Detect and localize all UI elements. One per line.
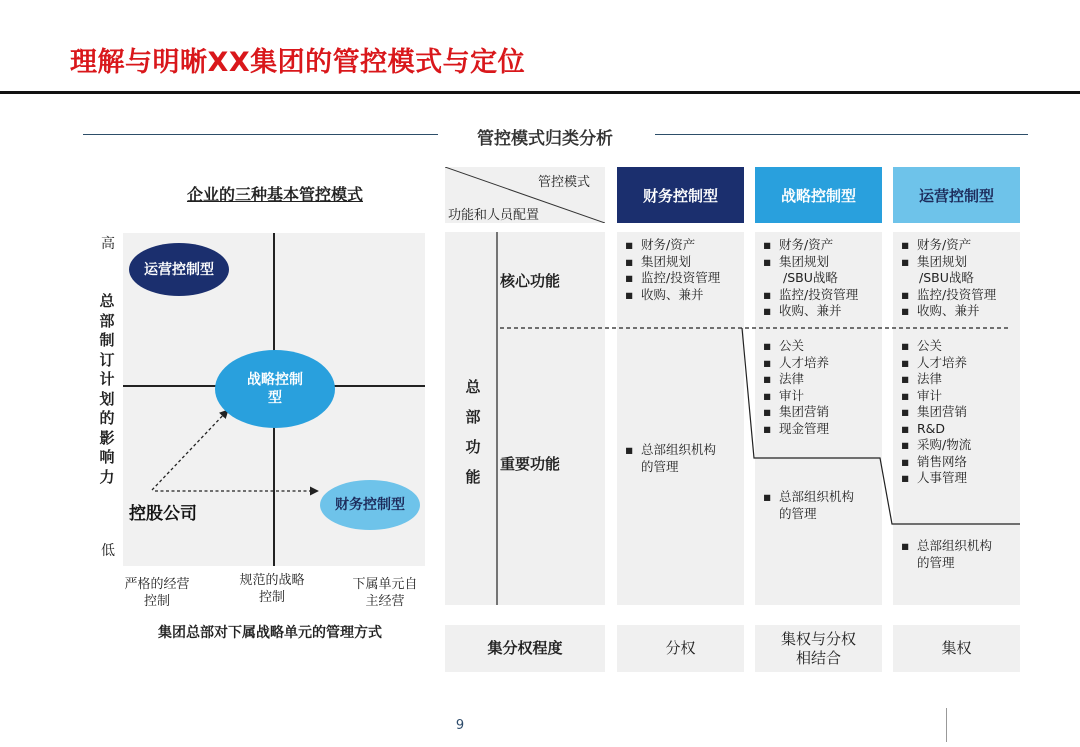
- list-item: ▪ 总部组织机构 的管理: [901, 538, 993, 570]
- list-item: ▪ 人才培养: [763, 354, 830, 370]
- list-item: ▪ 财务/资产: [901, 237, 972, 252]
- list-item: ▪ 财务/资产: [625, 237, 696, 252]
- row-label-important: 重要功能: [500, 455, 561, 473]
- column-header-strategic: 战略控制型: [755, 167, 882, 223]
- list-item: ▪ 现金管理: [763, 420, 830, 436]
- operational-core-list: [897, 237, 1019, 320]
- x-axis-caption: 集团总部对下属战略单元的管理方式: [158, 625, 382, 641]
- degree-strategic: 集权与分权 相结合: [755, 625, 882, 672]
- list-item: ▪ 人才培养: [901, 354, 968, 370]
- quadrant-title: 企业的三种基本管控模式: [186, 185, 363, 204]
- list-item: ▪ 法律: [763, 371, 805, 386]
- x-tick-autonomous: 下属单元自 主经营: [352, 577, 418, 609]
- list-item: ▪ R&D: [901, 420, 946, 436]
- list-item: ▪ 采购/物流: [901, 437, 972, 452]
- financial-org-mgmt: [621, 442, 743, 475]
- list-item: ▪ 集团规划: [625, 253, 692, 269]
- x-tick-strict: 严格的经营 控制: [124, 577, 190, 609]
- list-item: ▪ 集团规划: [901, 253, 968, 269]
- degree-financial: 分权: [617, 625, 744, 672]
- strategic-org-mgmt: [759, 489, 881, 522]
- financial-core-list: [621, 237, 743, 303]
- financial-control-label: 财务控制型: [335, 497, 405, 513]
- list-item: ▪ 审计: [763, 387, 805, 403]
- operational-org-mgmt: [897, 538, 1019, 571]
- strategic-core-list: [759, 237, 881, 320]
- row-group-label: 总部功能: [465, 378, 481, 486]
- strategic-important-list: [759, 338, 881, 437]
- list-item: ▪ 收购、兼并: [901, 303, 980, 318]
- x-tick-standard: 规范的战略 控制: [239, 573, 305, 605]
- list-item: ▪ 收购、兼并: [763, 303, 842, 318]
- list-item: ▪ 财务/资产: [763, 237, 834, 252]
- degree-operational: 集权: [893, 625, 1020, 672]
- row-label-core: 核心功能: [500, 272, 561, 290]
- section-title: 管控模式归类分析: [477, 129, 613, 149]
- operational-important-list: [897, 338, 1019, 487]
- list-item: ▪ 销售网络: [901, 453, 968, 469]
- list-item: ▪ 监控/投资管理: [763, 286, 859, 302]
- list-item: ▪ 集团营销: [763, 404, 830, 419]
- y-axis-low: 低: [101, 543, 115, 559]
- strategic-control-label-line1: 战略控制: [247, 372, 303, 388]
- list-item: ▪ 监控/投资管理: [625, 270, 721, 285]
- list-item: ▪ 监控/投资管理: [901, 286, 997, 302]
- page-number: 9: [455, 718, 465, 733]
- corner-top-label: 管控模式: [538, 175, 591, 190]
- operational-control-label: 运营控制型: [144, 261, 214, 278]
- y-axis-label: 总部制订计划的影响力: [99, 292, 115, 486]
- list-item: ▪ 人事管理: [901, 470, 968, 485]
- list-item: ▪ 总部组织机构 的管理: [625, 442, 717, 474]
- list-item: ▪ 审计: [901, 387, 943, 403]
- list-item: ▪ 公关: [763, 338, 805, 353]
- list-item: ▪ 公关: [901, 338, 943, 353]
- y-axis-high: 高: [101, 236, 115, 252]
- list-item: ▪ 集团营销: [901, 404, 968, 419]
- degree-label-cell: 集分权程度: [445, 625, 605, 672]
- column-header-operational: 运营控制型: [893, 167, 1020, 223]
- list-item: ▪ 法律: [901, 371, 943, 386]
- list-item: ▪ 收购、兼并: [625, 286, 704, 302]
- footer-divider: [946, 708, 947, 742]
- list-item: ▪ 集团规划: [763, 253, 830, 269]
- list-item: /SBU战略: [919, 270, 974, 285]
- holding-company-label: 控股公司: [129, 504, 197, 524]
- list-item: ▪ 总部组织机构 的管理: [763, 489, 855, 521]
- strategic-control-label-line2: 型: [268, 390, 282, 406]
- column-header-financial: 财务控制型: [617, 167, 744, 223]
- page-title: 理解与明晰XX集团的管控模式与定位: [70, 47, 526, 78]
- list-item: /SBU战略: [783, 270, 838, 285]
- corner-bottom-label: 功能和人员配置: [448, 208, 540, 223]
